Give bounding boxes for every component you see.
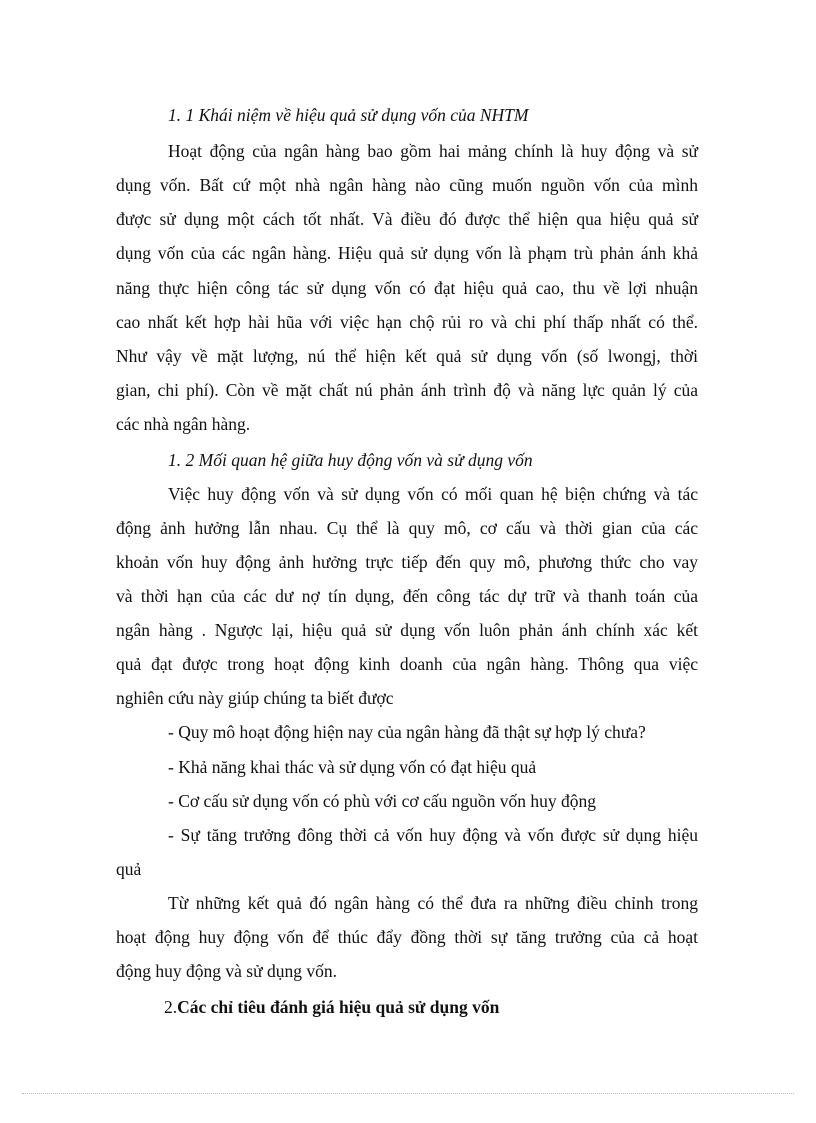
- paragraph-line: và thời hạn của các dư nợ tín dụng, đến công tác dự trữ và thanh toán của: [116, 586, 698, 606]
- section-heading-1-1: 1. 1 Khái niệm về hiệu quả sử dụng vốn của NHTM: [168, 105, 529, 125]
- paragraph-line: quả đạt được trong hoạt động kinh doanh của ngân hàng. Thông qua việc: [116, 654, 698, 674]
- paragraph-line: các nhà ngân hàng.: [116, 414, 251, 434]
- list-item: - Sự tăng trưởng đông thời cả vốn huy động và vốn được sử dụng hiệu: [168, 825, 698, 845]
- paragraph-line: năng thực hiện công tác sử dụng vốn có đạt hiệu quả cao, thu về lợi nhuận: [116, 278, 698, 298]
- paragraph-line: Hoạt động của ngân hàng bao gồm hai mảng chính là huy động và sử: [168, 141, 698, 161]
- page-bottom-divider: [22, 1093, 794, 1094]
- list-item: - Quy mô hoạt động hiện nay của ngân hàng đã thật sự hợp lý chưa?: [168, 722, 646, 742]
- paragraph-line: gian, chi phí). Còn về mặt chất nú phản ánh trình độ và năng lực quản lý của: [116, 380, 698, 400]
- list-item: - Cơ cấu sử dụng vốn có phù với cơ cấu nguồn vốn huy động: [168, 791, 597, 811]
- list-item: - Khả năng khai thác và sử dụng vốn có đạt hiệu quả: [168, 757, 537, 777]
- section-heading-1-2: 1. 2 Mối quan hệ giữa huy động vốn và sử dụng vốn: [168, 450, 533, 470]
- paragraph-line: khoản vốn huy động ảnh hưởng trực tiếp đến quy mô, phương thức cho vay: [116, 552, 698, 572]
- paragraph-line: được sử dụng một cách tốt nhất. Và điều đó được thể hiện qua hiệu quả sử: [116, 209, 698, 229]
- paragraph-line: Việc huy động vốn và sử dụng vốn có mối quan hệ biện chứng và tác: [168, 484, 698, 504]
- paragraph-line: động huy động và sử dụng vốn.: [116, 961, 337, 981]
- paragraph-line: ngân hàng . Ngược lại, hiệu quả sử dụng vốn luôn phản ánh chính xác kết: [116, 620, 698, 640]
- paragraph-line: Như vậy về mặt lượng, nú thể hiện kết quả sử dụng vốn (số lwongj, thời: [116, 346, 698, 366]
- paragraph-line: dụng vốn của các ngân hàng. Hiệu quả sử dụng vốn là phạm trù phản ánh khả: [116, 243, 698, 263]
- paragraph-line: Từ những kết quả đó ngân hàng có thể đưa ra những điều chỉnh trong: [168, 893, 698, 913]
- paragraph-line: cao nhất kết hợp hài hũa với việc hạn chộ rủi ro và chi phí thấp nhất có thể.: [116, 312, 698, 332]
- section-title: Các chỉ tiêu đánh giá hiệu quả sử dụng vốn: [177, 997, 500, 1017]
- section-number: 2.: [164, 997, 178, 1017]
- paragraph-line: nghiên cứu này giúp chúng ta biết được: [116, 688, 394, 708]
- list-item-continuation: quả: [116, 859, 142, 879]
- section-heading-2: [164, 996, 499, 1018]
- paragraph-line: dụng vốn. Bất cứ một nhà ngân hàng nào cũng muốn nguồn vốn của mình: [116, 175, 698, 195]
- paragraph-line: động ảnh hưởng lẫn nhau. Cụ thể là quy mô, cơ cấu và thời gian của các: [116, 518, 698, 538]
- paragraph-line: hoạt động huy động vốn để thúc đẩy đồng thời sự tăng trưởng của cả hoạt: [116, 927, 698, 947]
